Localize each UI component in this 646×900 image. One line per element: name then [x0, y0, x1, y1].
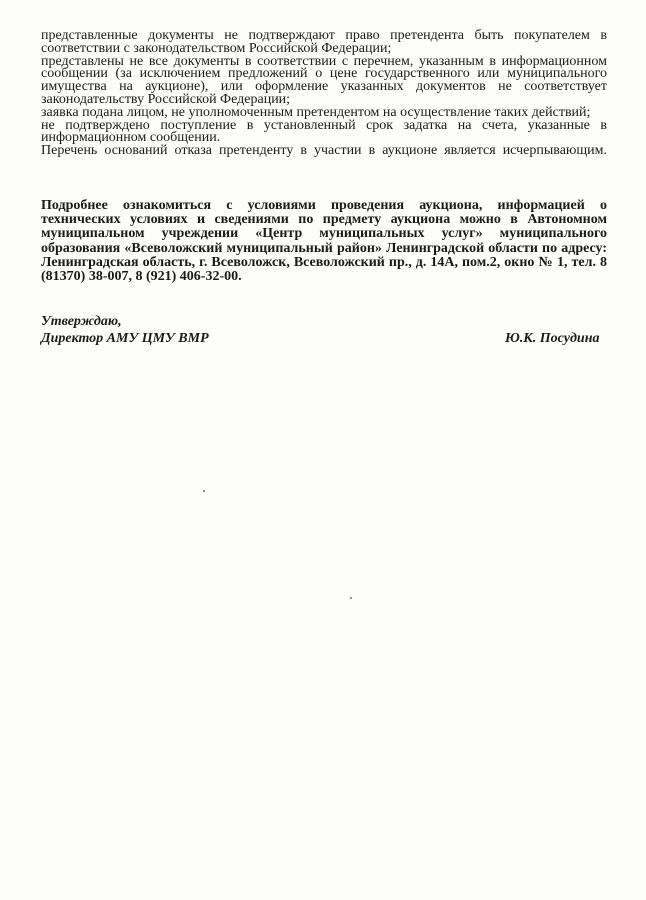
reasons-exhaustive-note: Перечень оснований отказа претенденту в участии в аукционе является исчерпывающим. [41, 143, 607, 159]
approve-label: Утверждаю, [41, 314, 122, 329]
reason-item: не подтверждено поступление в установленный срок задатка на счета, указанные в информационном сообщении. [41, 117, 607, 146]
refusal-reasons-list [41, 30, 607, 158]
contact-notice: Подробнее ознакомиться с условиями проведения аукциона, информацией о технических условиях и сведениями по предмету аукциона можно в Автономном муниципальном учреждении «Центр муниципальных услуг» муниципального образования «Всеволожский муниципальный район» Ленинградской области по адресу: Ленинградская область, г. Всеволожск, Всеволожский пр., д. 14А, пом.2, окно № 1, тел. 8 (81370) 38-007, 8 (921) 406-32-00. [41, 198, 607, 285]
reason-item: представленные документы не подтверждают право претендента быть покупателем в соответствии с законодательством Российской Федерации; [41, 28, 607, 56]
reason-item: представлены не все документы в соответствии с перечнем, указанным в информационном сообщении (за исключением предложений о цене государственного или муниципального имущества на аукционе), или оформление указанных документов не соответствует законодательству Российской Федерации; [41, 53, 607, 107]
scan-speck [350, 597, 352, 599]
approval-block [41, 313, 209, 347]
signatory-name: Ю.К. Посудина [505, 331, 600, 346]
reason-item: заявка подана лицом, не уполномоченным претендентом на осуществление таких действий; [41, 104, 591, 120]
scan-speck [203, 490, 205, 492]
signatory-position: Директор АМУ ЦМУ ВМР [41, 331, 209, 346]
